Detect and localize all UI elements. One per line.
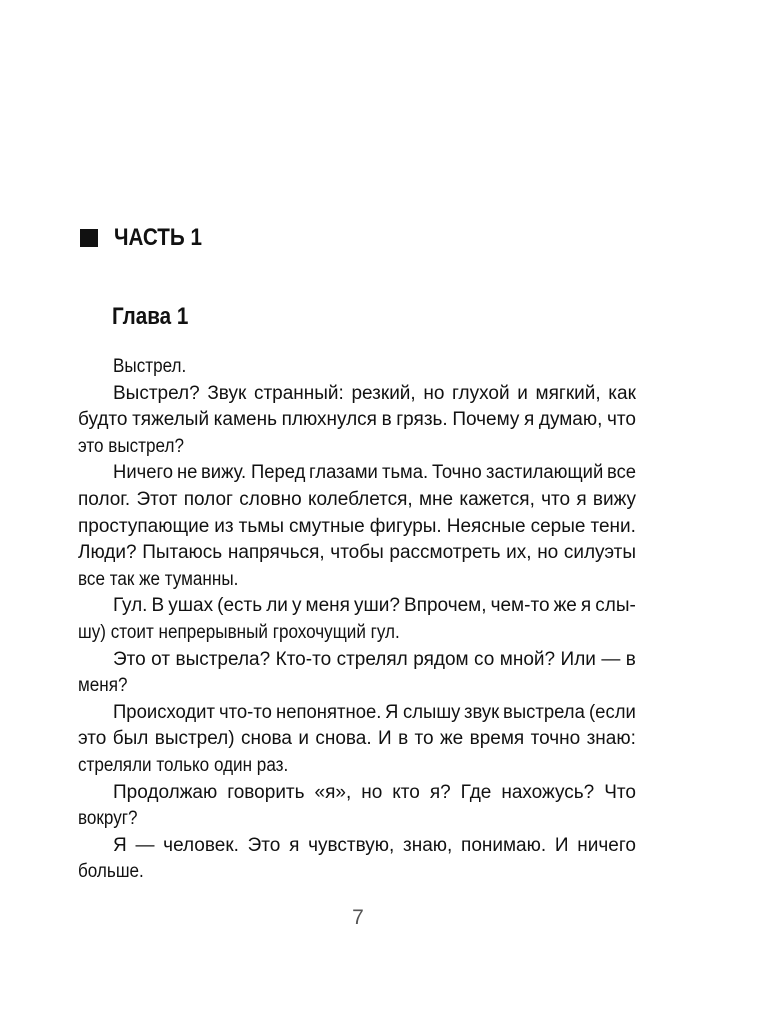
text-word: полог. xyxy=(78,488,131,510)
text-word: — xyxy=(601,648,621,670)
text-word: напрячься, xyxy=(227,542,325,564)
text-word: мной? xyxy=(499,648,556,670)
text-word: тени. xyxy=(590,515,636,537)
text-word: Люди? xyxy=(78,542,137,564)
text-word: В xyxy=(151,595,165,617)
text-word: Выстрел? xyxy=(113,382,200,404)
text-word: снова. xyxy=(315,728,372,750)
text-word: плюхнулся xyxy=(281,409,377,431)
text-line xyxy=(78,514,636,541)
text-word: в xyxy=(398,728,409,750)
text-word: же xyxy=(439,728,464,750)
text-word: звук xyxy=(464,701,500,723)
text-line xyxy=(78,859,636,886)
text-word: полог xyxy=(183,488,233,510)
text-word: в xyxy=(625,648,636,670)
text-line xyxy=(78,647,636,674)
text-word: И xyxy=(554,834,569,856)
text-line xyxy=(78,567,636,594)
square-bullet-icon xyxy=(80,229,98,247)
text-word: силуэты xyxy=(563,542,636,564)
text-word: думаю, xyxy=(538,409,603,431)
text-word: «я», xyxy=(314,781,352,803)
text-word: же xyxy=(553,595,577,617)
text-word: время xyxy=(469,728,525,750)
text-word: Кто-то xyxy=(275,648,332,670)
text-word: я? xyxy=(429,781,451,803)
text-word: — xyxy=(135,834,155,856)
text-line xyxy=(78,700,636,727)
body-text xyxy=(78,354,636,886)
text-word: Звук xyxy=(207,382,247,404)
text-word: Гул. xyxy=(113,595,148,617)
text-word: колеблется, xyxy=(307,488,413,510)
text-word: вижу. xyxy=(201,462,247,484)
text-word: что xyxy=(606,409,636,431)
text-word: все xyxy=(606,462,636,484)
text-word: Ничего xyxy=(113,462,174,484)
text-word: но xyxy=(423,382,445,404)
text-word: нахожусь? xyxy=(501,781,595,803)
text-word: но xyxy=(537,542,559,564)
text-line-content: шу) стоит непрерывный грохочущий гул. xyxy=(78,621,400,643)
text-word: Происходит xyxy=(113,701,215,723)
text-word: вижу xyxy=(592,488,636,510)
text-word: я xyxy=(580,595,592,617)
text-word: как xyxy=(608,382,636,404)
text-line xyxy=(78,381,636,408)
text-line xyxy=(78,753,636,780)
text-word: Или xyxy=(560,648,596,670)
text-word: ничего xyxy=(577,834,636,856)
text-word: их, xyxy=(506,542,532,564)
text-word: Этот xyxy=(136,488,178,510)
text-line-content: Выстрел. xyxy=(113,356,187,377)
text-line xyxy=(78,487,636,514)
text-word: Неясные xyxy=(446,515,526,537)
text-word: и xyxy=(517,382,528,404)
text-word: Почему xyxy=(452,409,520,431)
text-word: меня xyxy=(305,595,350,617)
text-word: у xyxy=(291,595,302,617)
text-line xyxy=(78,407,636,434)
text-word: Я xyxy=(385,701,399,723)
text-word: фигуры. xyxy=(369,515,442,537)
text-line-content: стреляли только один раз. xyxy=(78,754,289,776)
text-word: то xyxy=(414,728,434,750)
text-word: говорить xyxy=(227,781,305,803)
part-heading xyxy=(80,223,216,253)
chapter-title: Глава 1 xyxy=(112,303,189,330)
text-word: глухой xyxy=(452,382,510,404)
text-word: мне xyxy=(418,488,454,510)
text-word: чтобы xyxy=(330,542,384,564)
text-word: Продолжаю xyxy=(113,781,218,803)
text-word: Где xyxy=(460,781,492,803)
text-word: и xyxy=(298,728,309,750)
text-line xyxy=(78,460,636,487)
text-word: рядом xyxy=(413,648,469,670)
text-word: слы- xyxy=(595,595,636,617)
text-word: камень xyxy=(213,409,277,431)
text-word: выстрела? xyxy=(175,648,271,670)
text-word: я xyxy=(576,488,587,510)
text-word: ушах xyxy=(168,595,214,617)
text-word: выстрела xyxy=(503,701,586,723)
text-word: рассмотреть xyxy=(389,542,501,564)
text-line xyxy=(78,620,636,647)
text-word: кажется, xyxy=(459,488,535,510)
part-title: ЧАСТЬ 1 xyxy=(114,224,202,251)
text-word: Перед xyxy=(250,462,305,484)
text-word: застилающий xyxy=(485,462,603,484)
text-word: словно xyxy=(239,488,302,510)
text-word: Что xyxy=(604,781,636,803)
text-line xyxy=(78,673,636,700)
text-word: но xyxy=(361,781,383,803)
text-word: будто xyxy=(78,409,128,431)
text-word: слышу xyxy=(402,701,461,723)
text-word: от xyxy=(151,648,171,670)
text-word: тьмы xyxy=(238,515,284,537)
text-word: И xyxy=(378,728,392,750)
text-word: я xyxy=(523,409,535,431)
text-word: чем-то xyxy=(490,595,550,617)
text-word: что-то xyxy=(218,701,272,723)
text-word: (есть xyxy=(217,595,263,617)
text-word: снова xyxy=(240,728,292,750)
text-line xyxy=(78,540,636,567)
text-word: из xyxy=(214,515,234,537)
text-word: я xyxy=(289,834,300,856)
text-word: человек. xyxy=(163,834,239,856)
text-word: тяжелый xyxy=(132,409,210,431)
text-word: это xyxy=(78,728,107,750)
text-word: глазами xyxy=(308,462,378,484)
text-word: смутные xyxy=(289,515,365,537)
text-word: (если xyxy=(589,701,636,723)
text-word: уши? xyxy=(354,595,400,617)
text-line xyxy=(78,434,636,461)
text-word: Я xyxy=(113,834,127,856)
text-line-content: больше. xyxy=(78,861,144,883)
text-line-content: это выстрел? xyxy=(78,435,184,457)
text-line-content: вокруг? xyxy=(78,808,138,830)
text-line xyxy=(78,726,636,753)
text-word: выстрел) xyxy=(154,728,235,750)
text-word: тьма. xyxy=(381,462,428,484)
text-word: Впрочем, xyxy=(404,595,487,617)
text-word: знаю, xyxy=(403,834,453,856)
text-word: со xyxy=(474,648,495,670)
text-word: не xyxy=(177,462,198,484)
text-word: резкий, xyxy=(351,382,416,404)
text-word: знаю: xyxy=(586,728,636,750)
text-word: Пытаюсь xyxy=(142,542,223,564)
text-word: что xyxy=(541,488,571,510)
text-word: странный: xyxy=(253,382,344,404)
text-word: мягкий, xyxy=(535,382,601,404)
text-word: был xyxy=(112,728,149,750)
text-line xyxy=(78,833,636,860)
text-line xyxy=(78,593,636,620)
text-line xyxy=(78,780,636,807)
text-word: Точно xyxy=(431,462,482,484)
text-word: стрелял xyxy=(336,648,408,670)
text-line-content: все так же туманны. xyxy=(78,568,239,590)
text-word: точно xyxy=(530,728,581,750)
text-line xyxy=(78,806,636,833)
text-word: серые xyxy=(530,515,586,537)
text-line xyxy=(78,354,636,381)
text-word: непонятное. xyxy=(275,701,382,723)
text-word: ли xyxy=(266,595,288,617)
text-word: проступающие xyxy=(78,515,210,537)
page-number: 7 xyxy=(352,906,364,929)
text-word: кто xyxy=(392,781,420,803)
text-word: грязь. xyxy=(396,409,448,431)
text-word: понимаю. xyxy=(461,834,547,856)
text-line-content: меня? xyxy=(78,675,128,697)
text-word: Это xyxy=(247,834,281,856)
text-word: чувствую, xyxy=(308,834,395,856)
text-word: Это xyxy=(113,648,146,670)
text-word: в xyxy=(381,409,392,431)
